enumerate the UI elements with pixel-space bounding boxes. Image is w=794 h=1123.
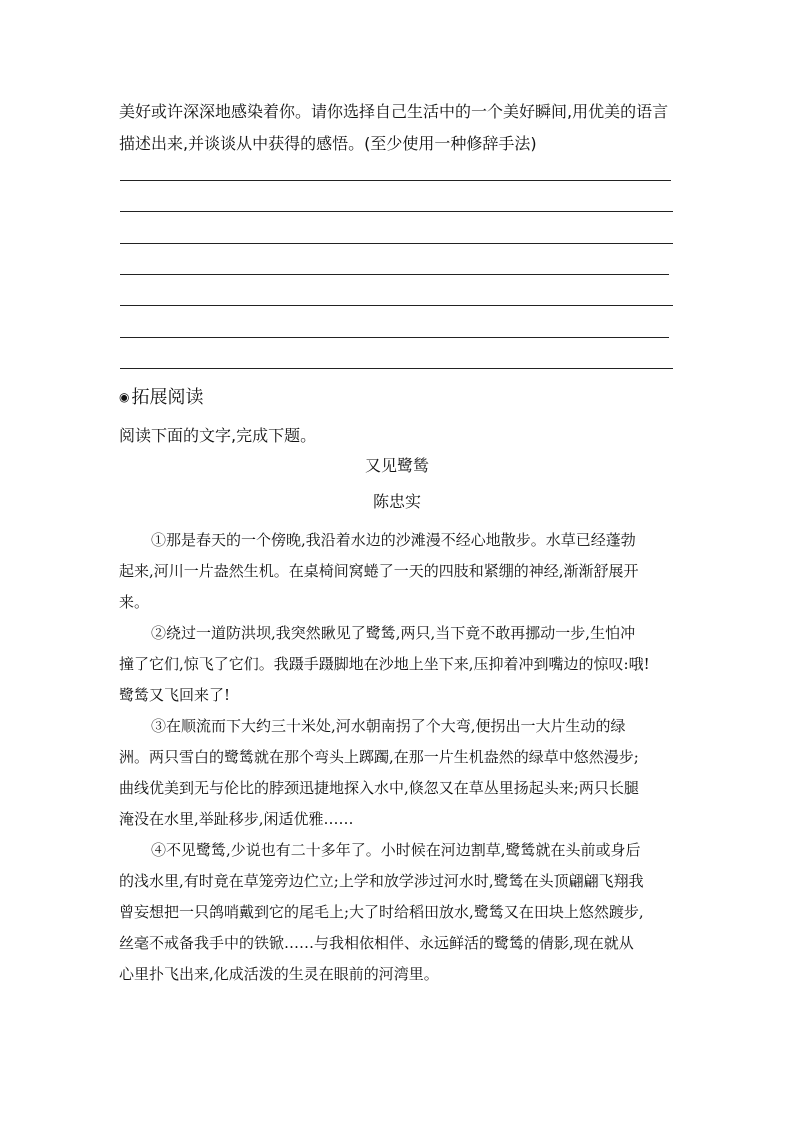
answer-line [120,305,673,306]
paragraph-line: 心里扑飞出来,化成活泼的生灵在眼前的河湾里。 [119,965,439,983]
paragraph-line: ③在顺流而下大约三十米处,河水朝南拐了个大弯,便拐出一大片生动的绿 [151,717,626,735]
article-body [119,526,679,991]
reading-instruction: 阅读下面的文字,完成下题。 [119,426,317,445]
paragraph-4 [119,836,679,991]
paragraph-line: 丝毫不戒备我手中的铁锨……与我相依相伴、永远鲜活的鹭鸶的倩影,现在就从 [119,934,634,952]
paragraph-line: ②绕过一道防洪坝,我突然瞅见了鹭鸶,两只,当下竟不敢再挪动一步,生怕冲 [151,624,636,642]
article-title: 又见鹭鸶 [364,456,429,475]
paragraph-line: 起来,河川一片盎然生机。在桌椅间窝蜷了一天的四肢和紧绷的神经,渐渐舒展开 [119,562,639,580]
paragraph-1 [119,526,679,619]
paragraph-line: 的浅水里,有时竟在草笼旁边伫立;上学和放学涉过河水时,鹭鸶在头顶翩翩飞翔我 [119,872,644,890]
section-heading-text: 拓展阅读 [131,387,204,408]
paragraph-line: ④不见鹭鸶,少说也有二十多年了。小时候在河边割草,鹭鸶就在头前或身后 [151,841,641,859]
bullet-icon: ◉ [119,390,130,404]
prompt-line-2: 描述出来,并谈谈从中获得的感悟。(至少使用一种修辞手法) [119,134,537,153]
writing-prompt [119,96,679,160]
article-author: 陈忠实 [372,492,421,511]
paragraph-2 [119,619,679,712]
paragraph-line: 来。 [119,593,150,611]
answer-line [120,274,669,275]
answer-line [120,337,669,338]
section-heading [119,384,203,411]
paragraph-line: ①那是春天的一个傍晚,我沿着水边的沙滩漫不经心地散步。水草已经蓬勃 [151,531,636,549]
answer-line [120,211,673,212]
answer-line [120,243,673,244]
answer-line [120,368,673,369]
prompt-line-1: 美好或许深深地感染着你。请你选择自己生活中的一个美好瞬间,用优美的语言 [119,102,669,121]
paragraph-line: 淹没在水里,举趾移步,闲适优雅…… [119,810,354,828]
paragraph-line: 曲线优美到无与伦比的脖颈迅捷地探入水中,倏忽又在草丛里扬起头来;两只长腿 [119,779,639,797]
paragraph-3 [119,712,679,836]
paragraph-line: 曾妄想把一只鸽哨戴到它的尾毛上;大了时给稻田放水,鹭鸶又在田块上悠然踱步, [119,903,644,921]
paragraph-line: 撞了它们,惊飞了它们。我蹑手蹑脚地在沙地上坐下来,压抑着冲到嘴边的惊叹:哦! [119,655,650,673]
paragraph-line: 鹭鸶又飞回来了! [119,686,231,704]
answer-line [120,180,671,181]
paragraph-line: 洲。两只雪白的鹭鸶就在那个弯头上踯躅,在那一片生机盎然的绿草中悠然漫步; [119,748,639,766]
